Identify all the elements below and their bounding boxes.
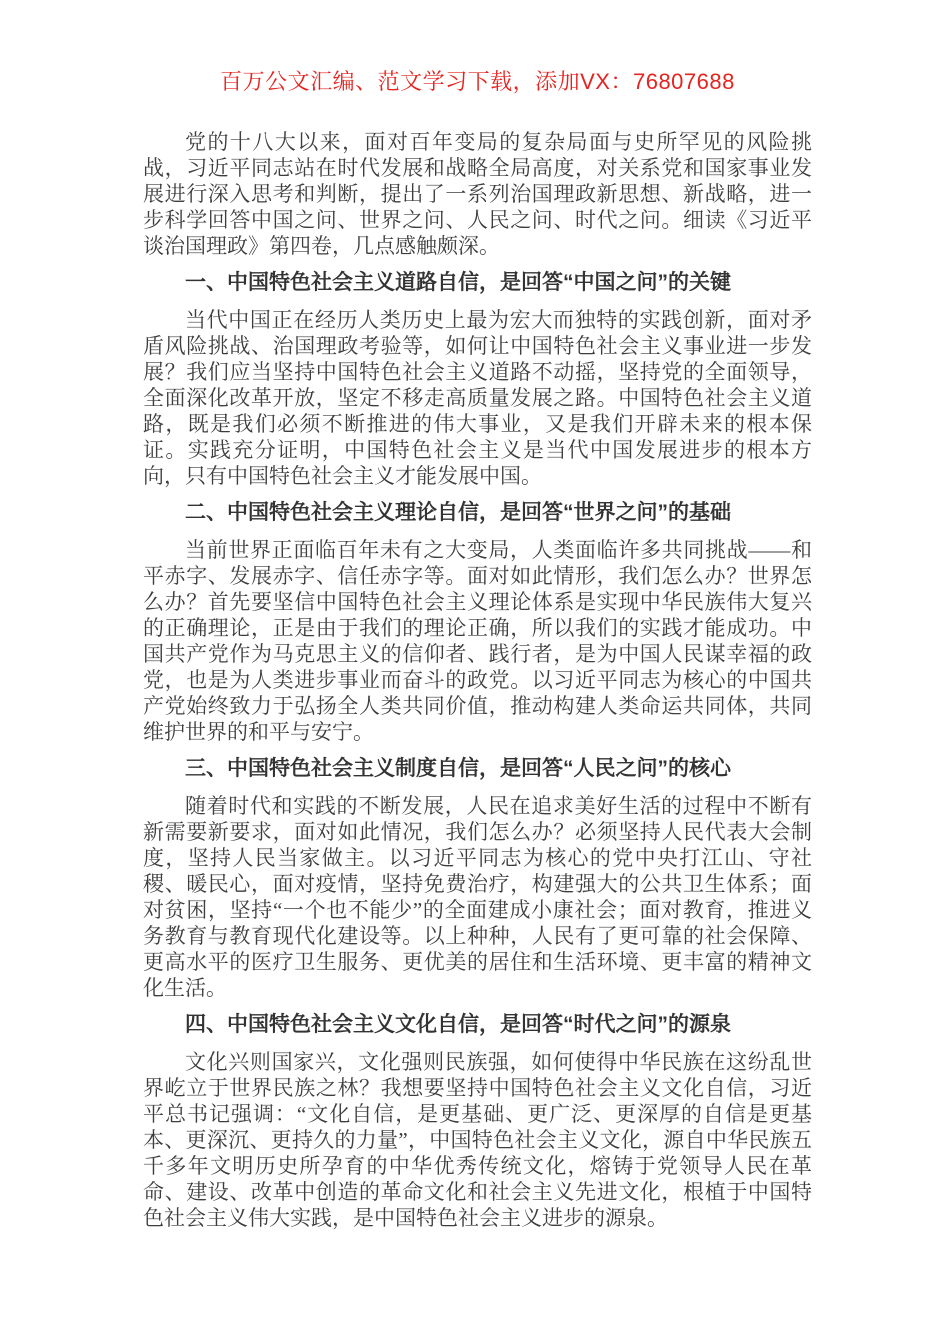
section-heading-1: 一、中国特色社会主义道路自信，是回答“中国之问”的关键 [185,271,731,294]
section-heading-2: 二、中国特色社会主义理论自信，是回答“世界之问”的基础 [185,501,731,524]
intro-paragraph: 党的十八大以来，面对百年变局的复杂局面与史所罕见的风险挑战，习近平同志站在时代发展和战略全局高度，对关系党和国家事业发展进行深入思考和判断，提出了一系列治国理政新思想、新战略，进一步科学回答中国之问、世界之问、人民之问、时代之问。细读《习近平谈治国理政》第四卷，几点感触颇深。 [143,130,812,258]
section-paragraph-1: 当代中国正在经历人类历史上最为宏大而独特的实践创新，面对矛盾风险挑战、治国理政考验等，如何让中国特色社会主义事业进一步发展？我们应当坚持中国特色社会主义道路不动摇，坚持党的全面领导，全面深化改革开放，坚定不移走高质量发展之路。中国特色社会主义道路，既是我们必须不断推进的伟大事业，又是我们开辟未来的根本保证。实践充分证明，中国特色社会主义是当代中国发展进步的根本方向，只有中国特色社会主义才能发展中国。 [143,308,812,488]
promo-banner-text: 百万公文汇编、范文学习下载，添加VX：76807688 [220,69,735,94]
section-paragraph-4: 文化兴则国家兴，文化强则民族强，如何使得中华民族在这纷乱世界屹立于世界民族之林？我想要坚持中国特色社会主义文化自信，习近平总书记强调：“文化自信，是更基础、更广泛、更深厚的自信是更基本、更深沉、更持久的力量”，中国特色社会主义文化，源自中华民族五千多年文明历史所孕育的中华优秀传统文化，熔铸于党领导人民在革命、建设、改革中创造的革命文化和社会主义先进文化，根植于中国特色社会主义伟大实践，是中国特色社会主义进步的源泉。 [143,1050,812,1230]
section-paragraph-2: 当前世界正面临百年未有之大变局，人类面临许多共同挑战——和平赤字、发展赤字、信任赤字等。面对如此情形，我们怎么办？世界怎么办？首先要坚信中国特色社会主义理论体系是实现中华民族伟大复兴的正确理论，正是由于我们的理论正确，所以我们的实践才能成功。中国共产党作为马克思主义的信仰者、践行者，是为中国人民谋幸福的政党，也是为人类进步事业而奋斗的政党。以习近平同志为核心的中国共产党始终致力于弘扬全人类共同价值，推动构建人类命运共同体，共同维护世界的和平与安宁。 [143,538,812,744]
section-heading-4: 四、中国特色社会主义文化自信，是回答“时代之问”的源泉 [185,1013,731,1036]
section-paragraph-3: 随着时代和实践的不断发展，人民在追求美好生活的过程中不断有新需要新要求，面对如此情况，我们怎么办？必须坚持人民代表大会制度，坚持人民当家做主。以习近平同志为核心的党中央打江山、守社稷、暖民心，面对疫情，坚持免费治疗，构建强大的公共卫生体系；面对贫困，坚持“一个也不能少”的全面建成小康社会；面对教育，推进义务教育与教育现代化建设等。以上种种，人民有了更可靠的社会保障、更高水平的医疗卫生服务、更优美的居住和生活环境、更丰富的精神文化生活。 [143,794,812,1000]
section-heading-3: 三、中国特色社会主义制度自信，是回答“人民之问”的核心 [185,757,731,780]
